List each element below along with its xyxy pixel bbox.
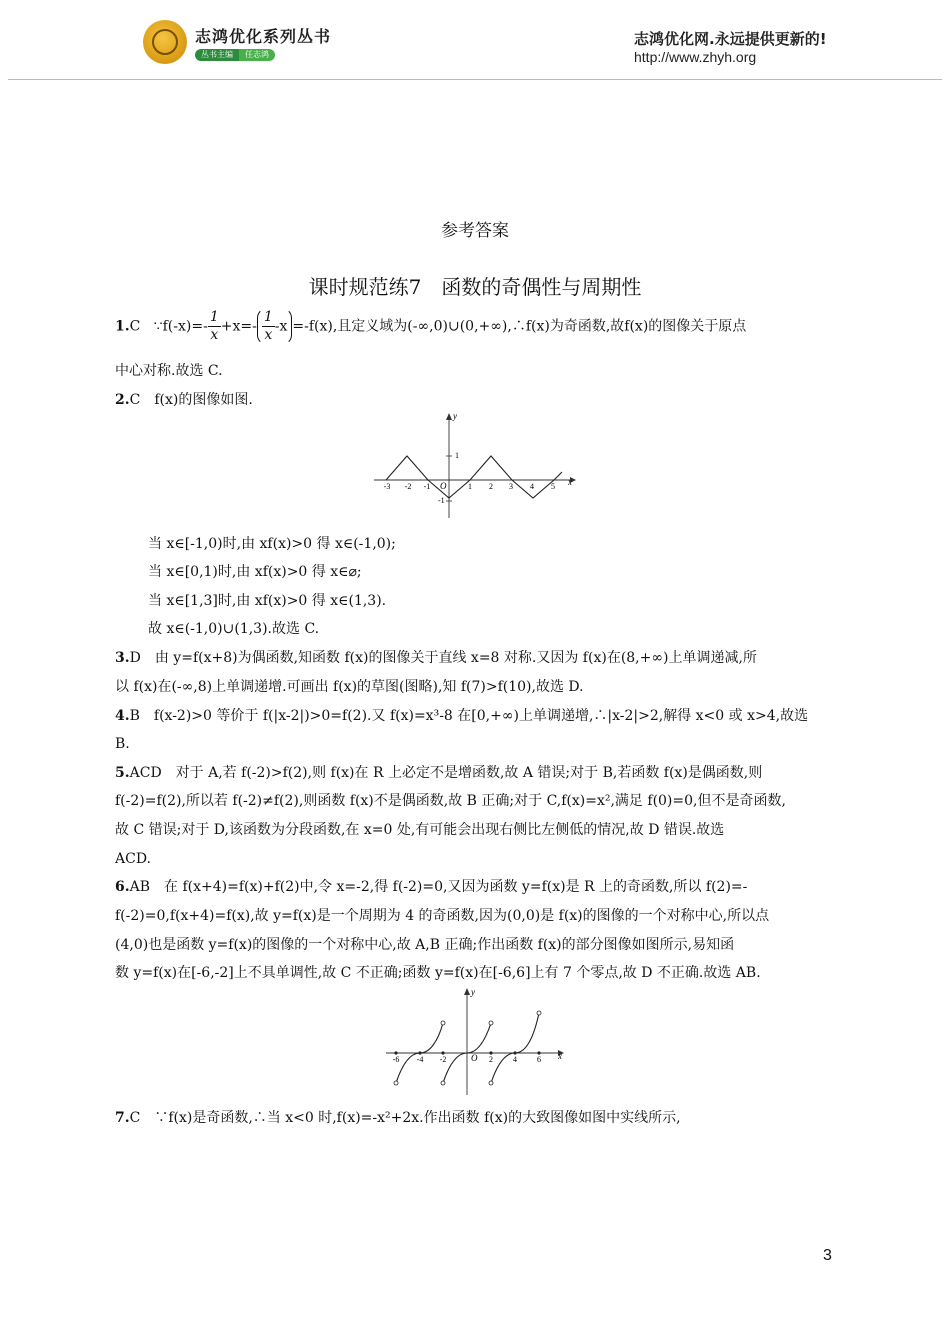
site-slogan: 志鸿优化网.永远提供更新的! <box>634 30 827 48</box>
answer-2-line: 当 x∈[-1,0)时,由 xf(x)>0 得 x∈(-1,0); <box>148 536 396 552</box>
answer-4 <box>115 702 835 731</box>
answer-6-line: f(-2)=0,f(x+4)=f(x),故 y=f(x)是一个周期为 4 的奇函数,因为(0,0)是 f(x)的图像的一个对称中心,所以点 <box>115 908 770 924</box>
editor-badge <box>195 49 275 61</box>
fraction: $\frac{1}{x}$ <box>209 309 219 343</box>
x-tick-label: 4 <box>530 482 534 491</box>
answer-2-line: 故 x∈(-1,0)∪(1,3).故选 C. <box>148 621 320 637</box>
answer-text: B f(x-2)>0 等价于 f(|x-2|)>0=f(2).又 f(x)=x³-8 在[0,+∞)上单调递增,∴|x-2|>2,解得 x<0 或 x>4,故选 <box>129 708 809 724</box>
answer-1-line-2: 中心对称.故选 C. <box>115 363 223 379</box>
x-tick-label: -2 <box>439 1055 447 1064</box>
endpoints <box>394 1011 541 1085</box>
site-url[interactable]: http://www.zhyh.org <box>634 49 757 65</box>
answer-text: D 由 y=f(x+8)为偶函数,知函数 f(x)的图像关于直线 x=8 对称.又因为 f(x)在(8,+∞)上单调递减,所 <box>129 650 757 666</box>
answer-number: 1. <box>115 318 130 335</box>
x-tick-label: 2 <box>489 1055 493 1064</box>
answer-3-line-2: 以 f(x)在(-∞,8)上单调递增.可画出 f(x)的草图(图略),知 f(7)>f(10),故选 D. <box>115 679 584 695</box>
answer-4-line-2: B. <box>115 736 130 752</box>
answer-5 <box>115 759 835 788</box>
answer-number: 4. <box>115 708 130 724</box>
answer-2-line: 当 x∈[0,1)时,由 xf(x)>0 得 x∈⌀; <box>148 564 362 580</box>
answer-6-line: (4,0)也是函数 y=f(x)的图像的一个对称中心,故 A,B 正确;作出函数 f(x)的部分图像如图所示,易知函 <box>115 937 735 953</box>
answer-3 <box>115 644 835 673</box>
answer-number: 5. <box>115 765 130 781</box>
answer-text: C ∵f(x)是奇函数,∴当 x<0 时,f(x)=-x²+2x.作出函数 f(x)的大致图像如图中实线所示, <box>129 1110 681 1126</box>
answer-number: 7. <box>115 1110 130 1126</box>
x-axis-label: x <box>568 477 572 487</box>
page-heading: 参考答案 <box>441 221 509 241</box>
answer-text: C f(x)的图像如图. <box>129 392 253 408</box>
x-tick-label: 5 <box>551 482 555 491</box>
page-number: 3 <box>823 1247 832 1264</box>
function-curve <box>383 456 562 498</box>
x-tick-label: -6 <box>392 1055 400 1064</box>
origin-label: O <box>471 1053 478 1063</box>
x-tick-labels <box>384 482 555 491</box>
editor-label: 丛书主编 <box>195 49 239 61</box>
y-tick-label: 1 <box>455 451 459 460</box>
function-curve <box>491 1013 539 1083</box>
answer-6-line: 数 y=f(x)在[-6,-2]上不具单调性,故 C 不正确;函数 y=f(x)在[-6,6]上有 7 个零点,故 D 不正确.故选 AB. <box>115 965 761 981</box>
answer-text: ∵f(-x)=- <box>153 318 208 335</box>
x-tick-label: 4 <box>513 1055 517 1064</box>
y-tick-label: -1 <box>438 496 445 505</box>
figure-zigzag-graph <box>372 410 582 522</box>
origin-label: O <box>440 481 447 491</box>
x-tick-label: -4 <box>416 1055 424 1064</box>
answer-text: ACD 对于 A,若 f(-2)>f(2),则 f(x)在 R 上必定不是增函数,故 A 错误;对于 B,若函数 f(x)是偶函数,则 <box>129 765 763 781</box>
answer-number: 6. <box>115 879 130 895</box>
y-axis-arrow-icon <box>464 988 470 995</box>
x-tick-label: 2 <box>489 482 493 491</box>
header-divider <box>8 79 942 80</box>
x-tick-label: -3 <box>383 482 391 491</box>
answer-6 <box>115 873 835 902</box>
parenthesized-expression: $\frac{1}{x}$ -x <box>257 308 293 345</box>
x-tick-label: 3 <box>509 482 513 491</box>
section-title: 课时规范练7 函数的奇偶性与周期性 <box>308 275 642 299</box>
answer-2-line: 当 x∈[1,3]时,由 xf(x)>0 得 x∈(1,3). <box>148 593 387 609</box>
y-axis-label: y <box>471 987 475 997</box>
y-axis-arrow-icon <box>446 413 452 420</box>
answer-1: 1.C ∵f(-x)=- $\frac{1}{x}$ +x=- $\frac{1}{x}$ -x =-f(x),且定义域为(-∞,0)∪(0,+∞),∴f(x)为奇函数,故f(x)的图像关于原点 <box>115 309 747 343</box>
x-tick-label: -1 <box>423 482 431 491</box>
answer-text: AB 在 f(x+4)=f(x)+f(2)中,令 x=-2,得 f(-2)=0,又因为函数 y=f(x)是 R 上的奇函数,所以 f(2)=- <box>129 879 748 895</box>
answer-number: 3. <box>115 650 130 666</box>
x-tick-label: 1 <box>468 482 472 491</box>
answer-7 <box>115 1104 835 1133</box>
answer-5-line: ACD. <box>115 851 151 867</box>
x-tick-label: 6 <box>537 1055 541 1064</box>
figure-periodic-graph <box>382 985 572 1097</box>
editor-name: 任志鸿 <box>239 49 275 61</box>
answer-5-line: 故 C 错误;对于 D,该函数为分段函数,在 x=0 处,有可能会出现右侧比左侧低的情况,故 D 错误.故选 <box>115 822 725 838</box>
x-tick-label: -2 <box>404 482 412 491</box>
answer-choice: C <box>129 318 141 335</box>
x-axis-label: x <box>558 1051 562 1061</box>
y-axis-label: y <box>453 411 457 421</box>
answer-5-line: f(-2)=f(2),所以若 f(-2)≠f(2),则函数 f(x)不是偶函数,故 B 正确;对于 C,f(x)=x²,满足 f(0)=0,但不是奇函数, <box>115 793 786 809</box>
publisher-logo <box>143 20 187 64</box>
answer-number: 2. <box>115 392 130 408</box>
series-title: 志鸿优化系列丛书 <box>195 27 332 46</box>
